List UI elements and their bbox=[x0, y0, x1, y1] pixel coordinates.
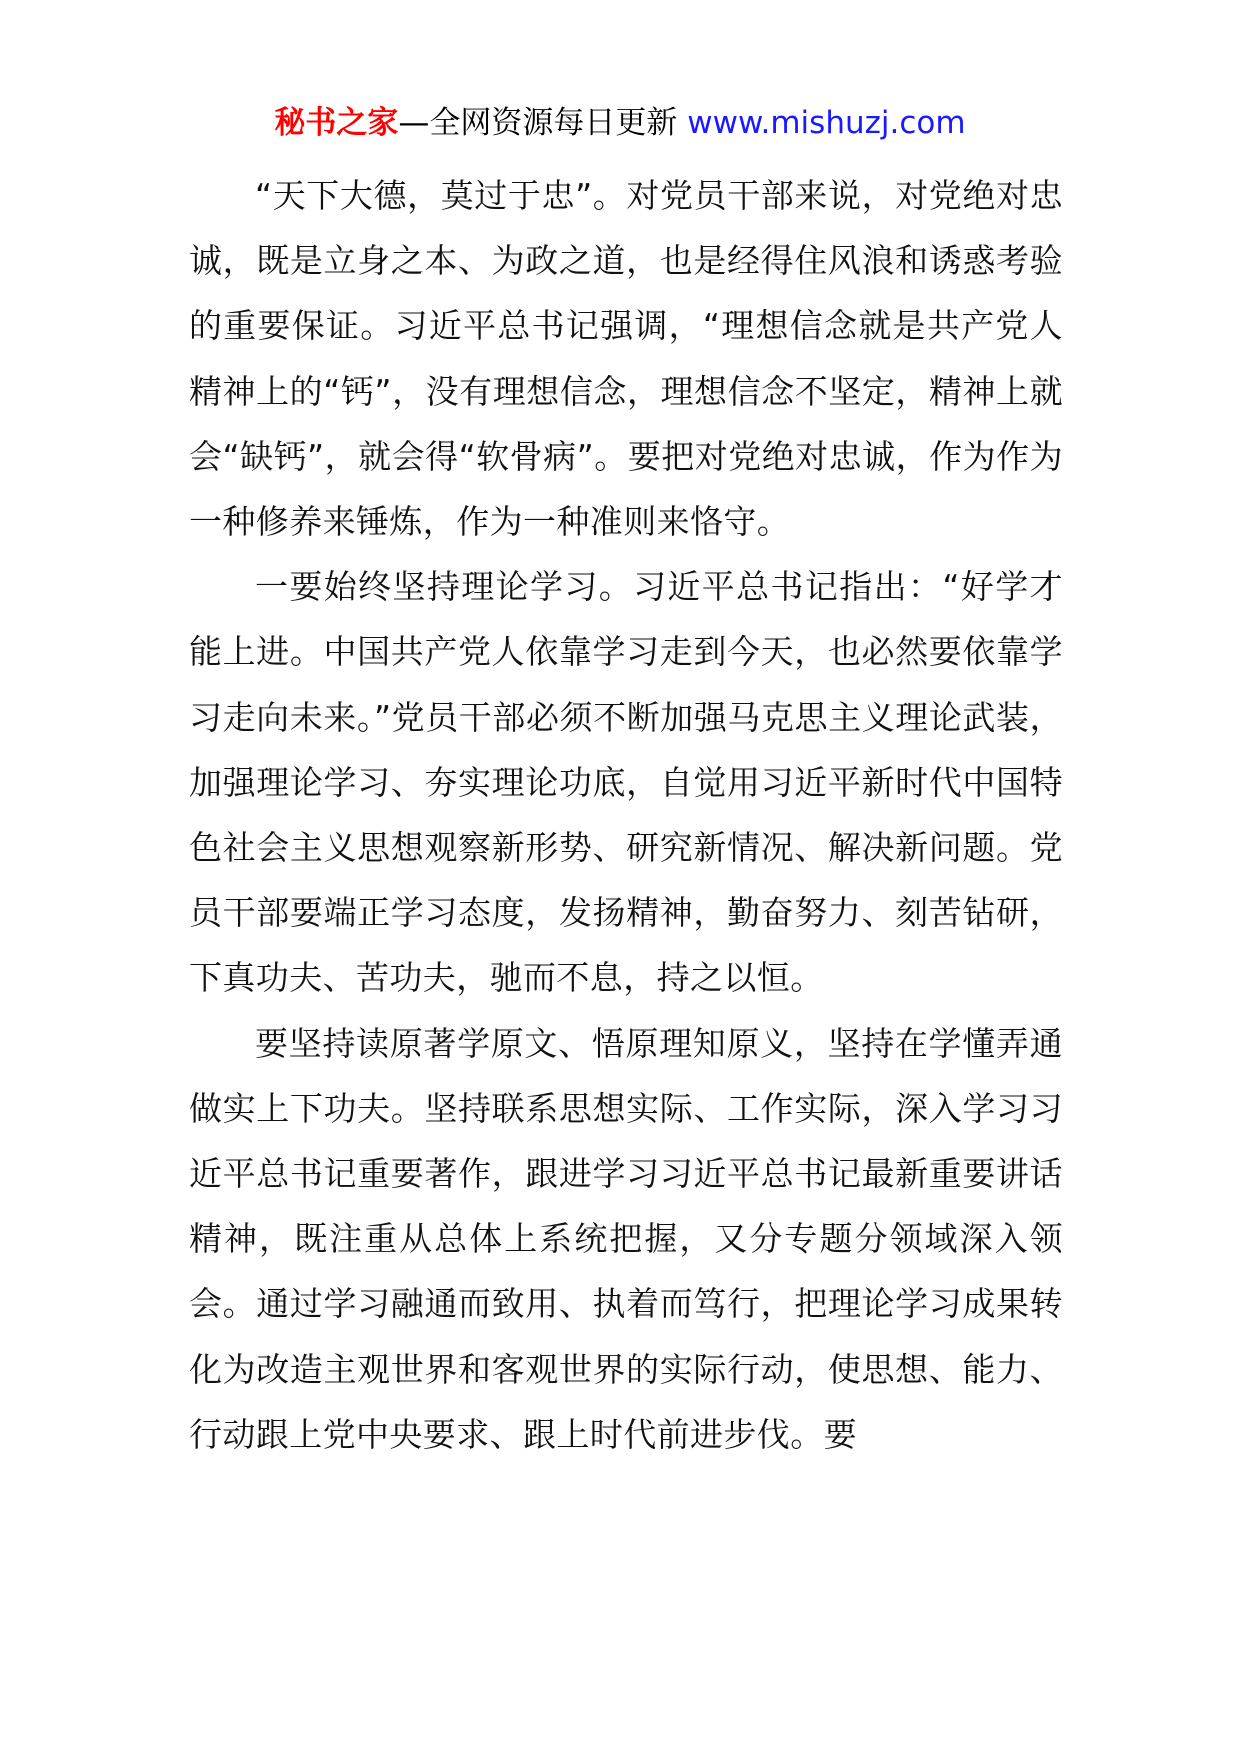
document-body bbox=[189, 163, 1063, 1467]
brand-name: 秘书之家 bbox=[274, 105, 399, 141]
site-url-link[interactable]: www.mishuzj.com bbox=[687, 105, 966, 141]
header-tagline: —全网资源每日更新 bbox=[398, 105, 678, 141]
paragraph-1: “天下大德，莫过于忠”。对党员干部来说，对党绝对忠诚，既是立身之本、为政之道，也是经得住风浪和诱惑考验的重要保证。习近平总书记强调，“理想信念就是共产党人精神上的“钙”，没有理想信念，理想信念不坚定，精神上就会“缺钙”，就会得“软骨病”。要把对党绝对忠诚，作为作为一种修养来锤炼，作为一种准则来恪守。 bbox=[189, 176, 1063, 542]
page-header bbox=[0, 101, 1240, 145]
paragraph-2: 一要始终坚持理论学习。习近平总书记指出：“好学才能上进。中国共产党人依靠学习走到今天，也必然要依靠学习走向未来。”党员干部必须不断加强马克思主义理论武装，加强理论学习、夯实理论功底，自觉用习近平新时代中国特色社会主义思想观察新形势、研究新情况、解决新问题。党员干部要端正学习态度，发扬精神，勤奋努力、刻苦钻研，下真功夫、苦功夫，驰而不息，持之以恒。 bbox=[189, 567, 1063, 998]
paragraph-3: 要坚持读原著学原文、悟原理知原义，坚持在学懂弄通做实上下功夫。坚持联系思想实际、工作实际，深入学习习近平总书记重要著作，跟进学习习近平总书记最新重要讲话精神，既注重从总体上系统把握，又分专题分领域深入领会。通过学习融通而致用、执着而笃行，把理论学习成果转化为改造主观世界和客观世界的实际行动，使思想、能力、行动跟上党中央要求、跟上时代前进步伐。要 bbox=[189, 1023, 1063, 1454]
